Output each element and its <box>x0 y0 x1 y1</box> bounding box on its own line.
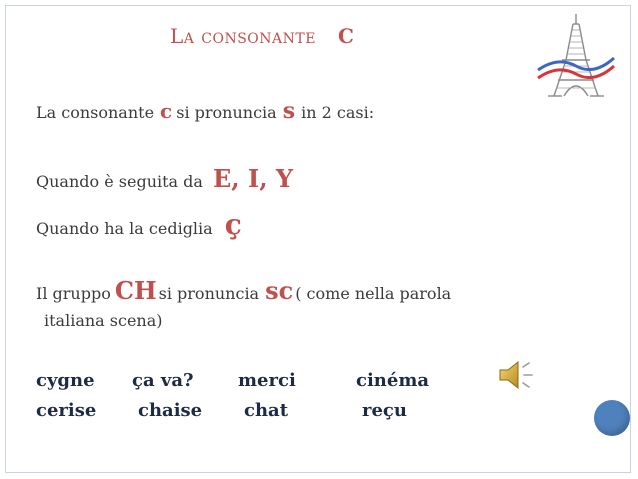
letter-c-cedilla: ç <box>224 208 242 241</box>
word-chaise: chaise <box>138 400 203 421</box>
text-in-2-casi: in 2 casi: <box>301 103 375 122</box>
text-il-gruppo: Il gruppo <box>36 284 111 303</box>
word-cinema: cinéma <box>356 370 430 391</box>
text-si-pronuncia: si pronuncia <box>176 103 277 122</box>
text-quando-cediglia: Quando ha la cediglia <box>36 219 213 238</box>
letter-s: s <box>282 98 296 124</box>
word-ca-va: ça va? <box>132 370 194 391</box>
line-consonant-pronunciation <box>36 98 374 124</box>
text-si-pronuncia-2: si pronuncia <box>158 284 260 303</box>
word-merci: merci <box>238 370 296 391</box>
text-quando-seguita: Quando è seguita da <box>36 172 203 191</box>
letters-eiy: E, I, Y <box>212 164 294 193</box>
eiffel-tower-icon <box>536 10 616 102</box>
speaker-icon[interactable] <box>496 358 536 392</box>
slide-title <box>170 24 354 48</box>
title-letter: C <box>337 24 355 48</box>
title-prefix: La consonante <box>170 24 316 48</box>
line-followed-by <box>36 164 293 193</box>
word-cerise: cerise <box>36 400 97 421</box>
word-chat: chat <box>244 400 289 421</box>
text-la-consonante: La consonante <box>36 103 155 122</box>
line-cedilla <box>36 208 242 241</box>
line-ch-group <box>36 276 451 305</box>
blue-circle-icon <box>594 400 630 436</box>
letter-c: c <box>160 99 173 123</box>
line-italiana-scena: italiana scena) <box>44 311 163 330</box>
text-come-nella-parola: ( come nella parola <box>295 284 452 303</box>
word-recu: reçu <box>362 400 407 421</box>
letters-ch: CH <box>114 276 157 305</box>
letters-sc: sc <box>265 276 294 305</box>
word-cygne: cygne <box>36 370 95 391</box>
